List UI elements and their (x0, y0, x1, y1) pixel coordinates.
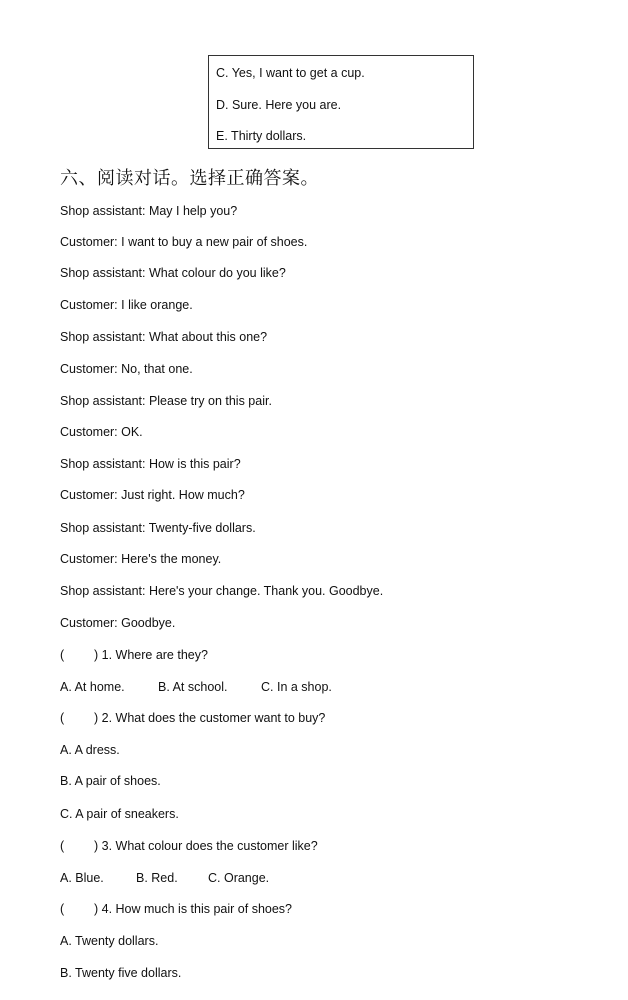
answer-blank[interactable]: ( (60, 839, 65, 853)
question-1 (60, 648, 208, 662)
dialogue-line: Shop assistant: What colour do you like? (60, 266, 286, 280)
dialogue-line: Customer: I like orange. (60, 298, 193, 312)
question-text: ) 4. How much is this pair of shoes? (94, 902, 292, 916)
box-option-e: E. Thirty dollars. (216, 129, 307, 143)
option-c: C. In a shop. (261, 680, 332, 694)
dialogue-line: Customer: OK. (60, 425, 143, 439)
dialogue-line: Customer: Just right. How much? (60, 488, 245, 502)
section-heading: 六、阅读对话。选择正确答案。 (60, 168, 319, 189)
option-a: A. A dress. (60, 743, 120, 757)
dialogue-line: Shop assistant: What about this one? (60, 330, 268, 344)
option-b: B. A pair of shoes. (60, 774, 161, 788)
answer-options-box (208, 55, 474, 149)
question-4 (60, 902, 292, 916)
dialogue-line: Shop assistant: Twenty-five dollars. (60, 521, 256, 535)
question-3 (60, 839, 318, 853)
dialogue-line: Shop assistant: Please try on this pair. (60, 394, 272, 408)
answer-blank[interactable]: ( (60, 711, 65, 725)
dialogue-line: Shop assistant: Here's your change. Thank you. Goodbye. (60, 584, 384, 598)
question-text: ) 2. What does the customer want to buy? (94, 711, 326, 725)
option-a: A. At home. (60, 680, 125, 694)
question-text: ) 3. What colour does the customer like? (94, 839, 318, 853)
dialogue-line: Shop assistant: May I help you? (60, 204, 238, 218)
box-option-c: C. Yes, I want to get a cup. (216, 66, 365, 80)
dialogue-line: Customer: No, that one. (60, 362, 193, 376)
option-c: C. Orange. (208, 871, 270, 885)
question-2 (60, 711, 325, 725)
option-a: A. Twenty dollars. (60, 934, 159, 948)
option-b: B. Twenty five dollars. (60, 966, 182, 980)
dialogue-line: Shop assistant: How is this pair? (60, 457, 241, 471)
question-text: ) 1. Where are they? (94, 648, 208, 662)
dialogue-line: Customer: Goodbye. (60, 616, 176, 630)
dialogue-line: Customer: Here's the money. (60, 552, 222, 566)
question-3-options (60, 871, 269, 885)
option-a: A. Blue. (60, 871, 104, 885)
option-c: C. A pair of sneakers. (60, 807, 179, 821)
answer-blank[interactable]: ( (60, 648, 65, 662)
option-b: B. At school. (158, 680, 228, 694)
question-1-options (60, 680, 332, 694)
option-b: B. Red. (136, 871, 178, 885)
answer-blank[interactable]: ( (60, 902, 65, 916)
dialogue-line: Customer: I want to buy a new pair of shoes. (60, 235, 308, 249)
box-option-d: D. Sure. Here you are. (216, 98, 342, 112)
